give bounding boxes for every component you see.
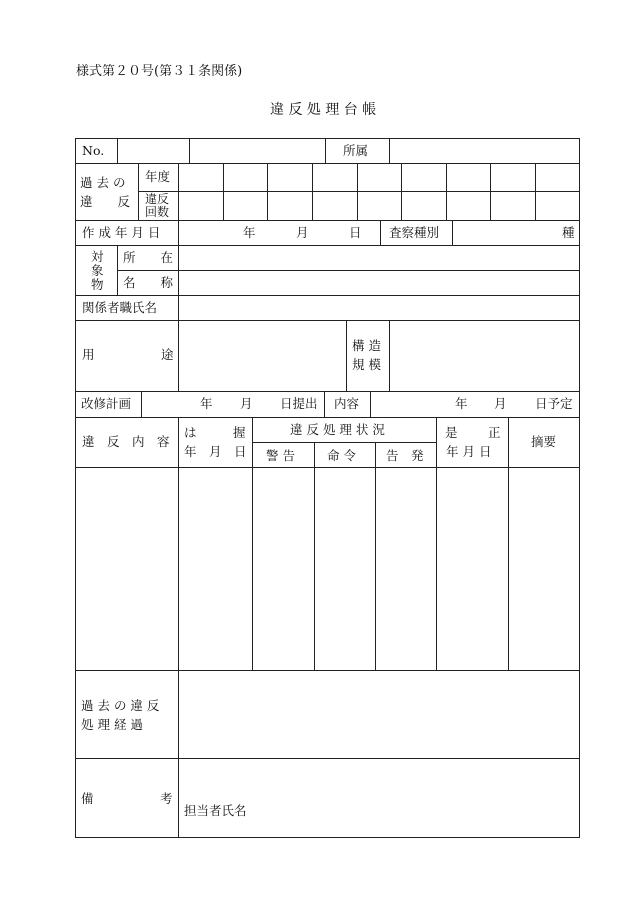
- renovation-year2-unit: 年: [455, 396, 468, 411]
- renovation-planned-unit: 日予定: [535, 396, 573, 411]
- notes-label-left: 備: [81, 791, 94, 806]
- warning-header: 警 告: [266, 448, 295, 463]
- order-field[interactable]: [315, 468, 374, 669]
- affiliation-label: 所属: [343, 143, 369, 158]
- remarks-column-header: 摘要: [531, 434, 557, 449]
- grasp-header-top-right: 握: [233, 425, 246, 440]
- correction-header-top-left: 是: [445, 425, 458, 440]
- correction-header-top-right: 正: [488, 425, 501, 440]
- grasp-date-field[interactable]: [179, 468, 251, 669]
- affiliation-field[interactable]: [390, 139, 579, 162]
- notes-label-right: 考: [160, 791, 173, 806]
- accusation-field[interactable]: [376, 468, 435, 669]
- renovation-month-unit: 月: [240, 396, 253, 411]
- status-header: 違 反 処 理 状 況: [290, 422, 385, 437]
- past-violation-label-line2: 違 反: [80, 194, 131, 209]
- renovation-year-unit: 年: [200, 396, 213, 411]
- location-field[interactable]: [179, 246, 579, 269]
- notes-field[interactable]: [179, 759, 579, 837]
- form-number-label: 様式第２０号(第３１条関係): [76, 64, 243, 79]
- order-header: 命 令: [327, 448, 356, 463]
- warning-field[interactable]: [253, 468, 313, 669]
- past-violation-label-line1: 過 去 の: [80, 175, 126, 190]
- target-label-2: 象: [91, 263, 104, 278]
- renovation-plan-label: 改修計画: [81, 396, 132, 411]
- fiscal-year-label: 年度: [145, 169, 171, 184]
- violation-content-header: 違 反 内 容: [82, 434, 170, 449]
- usage-label-left: 用: [82, 347, 95, 362]
- correction-date-header: 年 月 日: [446, 444, 492, 459]
- related-person-label: 関係者職氏名: [82, 300, 158, 315]
- name-label: 名 称: [123, 275, 174, 290]
- history-field[interactable]: [179, 671, 579, 757]
- renovation-submitted-unit: 日提出: [280, 396, 318, 411]
- correction-date-field[interactable]: [437, 468, 507, 669]
- person-in-charge-label: 担当者氏名: [184, 803, 247, 818]
- target-label-3: 物: [91, 277, 104, 292]
- usage-label-right: 途: [161, 347, 174, 362]
- structure-field[interactable]: [390, 321, 579, 390]
- history-label-line1: 過 去 の 違 反: [81, 698, 160, 713]
- target-label-1: 対: [91, 249, 104, 264]
- related-person-field[interactable]: [179, 296, 579, 319]
- renovation-content-label: 内容: [334, 396, 360, 411]
- creation-month-unit: 月: [296, 225, 309, 240]
- no-label: No.: [82, 143, 105, 158]
- creation-date-label: 作 成 年 月 日: [82, 225, 161, 240]
- remarks-column-field[interactable]: [509, 468, 579, 669]
- form-title: 違 反 処 理 台 帳: [270, 102, 377, 118]
- violation-count-label-line2: 回数: [145, 205, 170, 219]
- structure-label-line2: 規 模: [352, 357, 381, 372]
- grasp-date-header: 年 月 日: [184, 444, 247, 459]
- violation-count-label-line1: 違反: [145, 192, 170, 206]
- accusation-header: 告 発: [386, 448, 424, 463]
- grasp-header-top-left: は: [184, 425, 197, 440]
- inspection-type-label: 査察種別: [389, 225, 440, 240]
- name-field[interactable]: [179, 271, 579, 294]
- violation-content-field[interactable]: [76, 468, 177, 669]
- history-label-line2: 処 理 経 過: [81, 717, 143, 732]
- no-field[interactable]: [118, 139, 188, 162]
- location-label: 所 在: [123, 250, 174, 265]
- structure-label-line1: 構 造: [352, 338, 381, 353]
- usage-field[interactable]: [179, 321, 345, 390]
- inspection-type-unit: 種: [562, 225, 575, 240]
- renovation-month2-unit: 月: [494, 396, 507, 411]
- creation-day-unit: 日: [349, 225, 362, 240]
- creation-year-unit: 年: [243, 225, 256, 240]
